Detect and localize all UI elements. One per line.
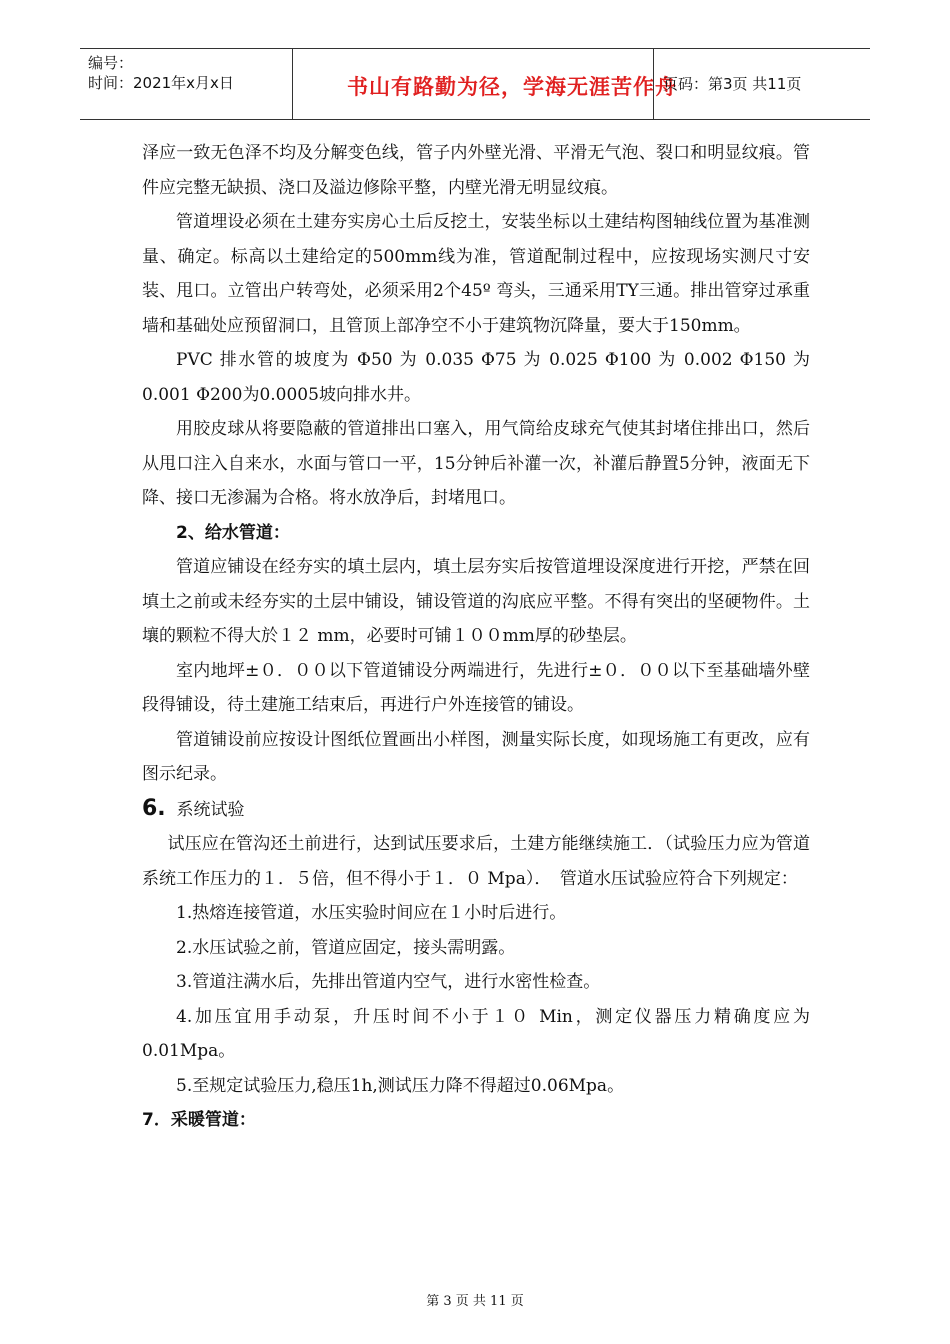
section-heading xyxy=(142,792,810,828)
list-item: 1.热熔连接管道，水压实验时间应在１小时后进行。 xyxy=(176,903,567,923)
time-label: 时间：2021年x月x日 xyxy=(88,74,234,92)
list-item: 3.管道注满水后，先排出管道内空气，进行水密性检查。 xyxy=(176,972,601,992)
section-title: 系统试验 xyxy=(176,799,245,820)
section-number: 6. xyxy=(142,795,166,821)
header-meta xyxy=(88,53,234,93)
section-heading: 7．采暖管道： xyxy=(142,1110,256,1130)
list-item: 2.水压试验之前，管道应固定，接头需明露。 xyxy=(176,937,516,958)
list-item: 4.加压宜用手动泵，升压时间不小于１０ Min，测定仪器压力精确度应为0.01Mpa。 xyxy=(142,1006,810,1061)
list-item: 5.至规定试验压力,稳压1h,测试压力降不得超过0.06Mpa。 xyxy=(176,1075,625,1096)
paragraph: 管道应铺设在经夯实的填土层内，填土层夯实后按管道埋设深度进行开挖，严禁在回填土之前或未经夯实的土层中铺设，铺设管道的沟底应平整。不得有突出的坚硬物件。土壤的颗粒不得大於１２ mm，必要时可铺１００mm厚的砂垫层。 xyxy=(142,557,810,646)
paragraph: 管道铺设前应按设计图纸位置画出小样图，测量实际长度，如现场施工有更改，应有图示纪录。 xyxy=(142,729,810,784)
header-page-info: 页码：第3页 共11页 xyxy=(663,75,802,93)
paragraph: 试压应在管沟还土前进行，达到试压要求后，土建方能继续施工．（试验压力应为管道系统工作压力的１．５倍，但不得小于１．０ Mpa）． 管道水压试验应符合下列规定： xyxy=(142,834,810,889)
page-header xyxy=(80,48,870,120)
section-heading: 2、给水管道： xyxy=(176,522,290,543)
paragraph: 管道埋设必须在土建夯实房心土后反挖土，安装坐标以土建结构图轴线位置为基准测量、确定。标高以土建给定的500mm线为准，管道配制过程中，应按现场实测尺寸安装、甩口。立管出户转弯处，必须采用2个45º 弯头，三通采用TY三通。排出管穿过承重墙和基础处应预留洞口，且管顶上部净空不小于建筑物沉降量，要大于150mm。 xyxy=(142,212,810,336)
header-divider xyxy=(653,49,654,119)
header-motto: 书山有路勤为径，学海无涯苦作舟 xyxy=(347,75,677,99)
document-body xyxy=(142,136,810,1138)
code-label: 编号： xyxy=(88,54,134,72)
paragraph: 泽应一致无色泽不均及分解变色线，管子内外壁光滑、平滑无气泡、裂口和明显纹痕。管件应完整无缺损、浇口及溢边修除平整，内壁光滑无明显纹痕。 xyxy=(142,143,810,198)
paragraph: 室内地坪±０．００以下管道铺设分两端进行，先进行±０．００以下至基础墙外壁段得铺设，待土建施工结束后，再进行户外连接管的铺设。 xyxy=(142,660,810,715)
paragraph: 用胶皮球从将要隐蔽的管道排出口塞入，用气筒给皮球充气使其封堵住排出口，然后从甩口注入自来水，水面与管口一平，15分钟后补灌一次，补灌后静置5分钟，液面无下降、接口无渗漏为合格。将水放净后，封堵甩口。 xyxy=(142,419,810,508)
paragraph: PVC 排水管的坡度为 Φ50 为 0.035 Φ75 为 0.025 Φ100 为 0.002 Φ150 为 0.001 Φ200为0.0005坡向排水井。 xyxy=(142,350,810,405)
page-footer: 第 3 页 共 11 页 xyxy=(426,1294,524,1309)
